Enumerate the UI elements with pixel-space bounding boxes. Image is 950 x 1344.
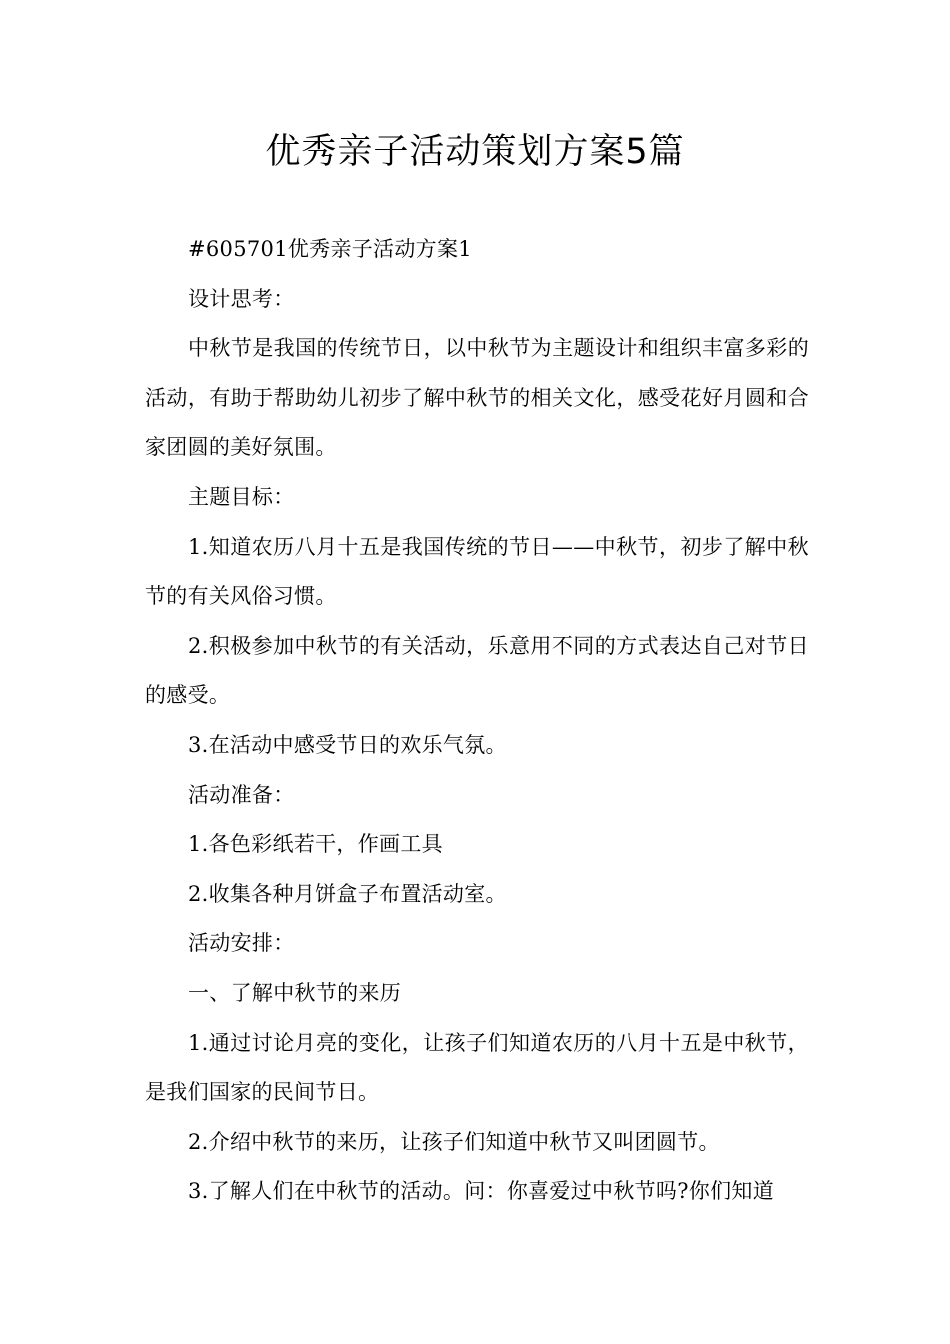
paragraph-step-2: 2.介绍中秋节的来历，让孩子们知道中秋节又叫团圆节。	[188, 1129, 720, 1154]
paragraph-preparation-1: 1.各色彩纸若干，作画工具	[188, 832, 443, 857]
paragraph-goal-2: 2.积极参加中秋节的有关活动，乐意用不同的方式表达自己对节日的感受。	[145, 633, 809, 708]
paragraph-goals-label: 主题目标：	[188, 484, 295, 509]
paragraph-arrangement-label: 活动安排：	[188, 931, 295, 956]
paragraph-design-thinking: 中秋节是我国的传统节日，以中秋节为主题设计和组织丰富多彩的活动，有助于帮助幼儿初步了解中秋节的相关文化，感受花好月圆和合家团圆的美好氛围。	[145, 336, 809, 460]
paragraph-preparation-label: 活动准备：	[188, 782, 295, 807]
paragraph-design-thinking-label: 设计思考：	[188, 286, 295, 311]
paragraph-section-one: 一、了解中秋节的来历	[188, 980, 401, 1005]
paragraph-goal-1: 1.知道农历八月十五是我国传统的节日——中秋节，初步了解中秋节的有关风俗习惯。	[145, 534, 809, 609]
document-body	[145, 225, 809, 1217]
paragraph-step-3: 3.了解人们在中秋节的活动。问：你喜爱过中秋节吗?你们知道	[188, 1179, 774, 1204]
document-title: 优秀亲子活动策划方案5篇	[265, 132, 685, 172]
paragraph-step-1: 1.通过讨论月亮的变化，让孩子们知道农历的八月十五是中秋节，是我们国家的民间节日。	[145, 1030, 809, 1105]
paragraph-heading-plan-1: #605701优秀亲子活动方案1	[188, 237, 472, 261]
paragraph-goal-3: 3.在活动中感受节日的欢乐气氛。	[188, 732, 507, 757]
paragraph-preparation-2: 2.收集各种月饼盒子布置活动室。	[188, 881, 507, 906]
